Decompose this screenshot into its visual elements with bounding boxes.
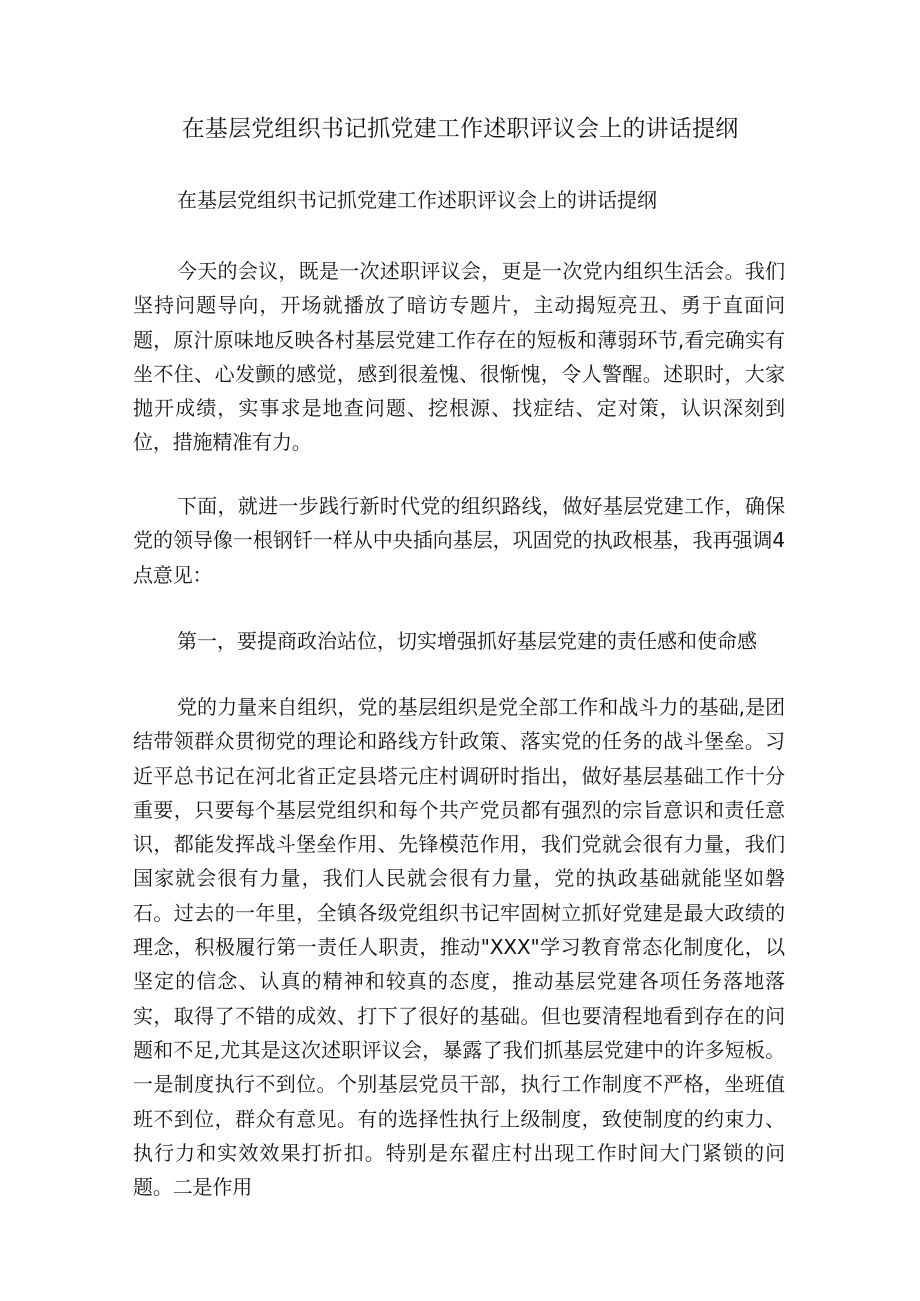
paragraph-transition: 下面，就进一步践行新时代党的组织路线，做好基层党建工作，确保党的领导像一根钢钎一样从中央插向基层，巩固党的执政根基，我再强调4点意见：	[133, 494, 785, 587]
document-title: 在基层党组织书记抓党建工作述职评议会上的讲话提纲	[181, 116, 739, 142]
document-subtitle: 在基层党组织书记抓党建工作述职评议会上的讲话提纲	[177, 188, 657, 212]
paragraph-section-body: 党的力量来自组织，党的基层组织是党全部工作和战斗力的基础,是团结带领群众贯彻党的理论和路线方针政策、落实党的任务的战斗堡垒。习近平总书记在河北省正定县塔元庄村调研时指出，做好基层基础工作十分重要，只要每个基层党组织和每个共产党员都有强烈的宗旨意识和责任意识，都能发挥战斗堡垒作用、先锋模范作用，我们党就会很有力量，我们国家就会很有力量，我们人民就会很有力量，党的执政基础就能坚如磐石。过去的一年里，全镇各级党组织书记牢固树立抓好党建是最大政绩的理念，积极履行第一责任人职责，推动"XXX"学习教育常态化制度化，以坚定的信念、认真的精神和较真的态度，推动基层党建各项任务落地落实，取得了不错的成效、打下了很好的基础。但也要清程地看到存在的问题和不足,尤其是这次述职评议会，暴露了我们抓基层党建中的许多短板。一是制度执行不到位。个别基层党员干部，执行工作制度不严格，坐班值班不到位，群众有意见。有的选择性执行上级制度，致使制度的约束力、执行力和实效效果打折扣。特别是东翟庄村出现工作时间大门紧锁的问题。二是作用	[133, 695, 785, 1200]
paragraph-opening: 今天的会议，既是一次述职评议会，更是一次党内组织生活会。我们坚持问题导向，开场就播放了暗访专题片，主动揭短亮丑、勇于直面问题，原汁原味地反映各村基层党建工作存在的短板和薄弱环节,看完确实有坐不住、心发颤的感觉，感到很羞愧、很惭愧，令人警醒。述职时，大家抛开成绩，实事求是地查问题、挖根源、找症结、定对策，认识深刻到位，措施精准有力。	[133, 259, 785, 455]
section-heading-first: 第一，要提商政治站位，切实增强抓好基层党建的责任感和使命感	[177, 629, 757, 653]
